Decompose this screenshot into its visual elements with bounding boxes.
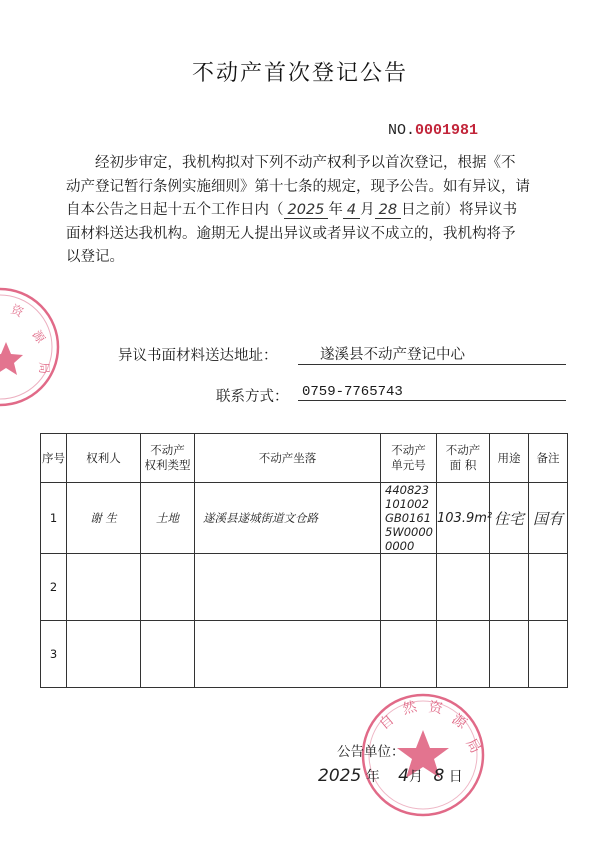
address-label: 异议书面材料送达地址： <box>118 348 278 364</box>
document-title: 不动产首次登记公告 <box>191 61 408 86</box>
header-unit-l2: 单元号 <box>391 458 426 472</box>
deadline-month: 4 <box>343 202 360 219</box>
deadline-year: 2025 <box>284 202 329 219</box>
notice-line-3b: 日之前）将异议书 <box>401 202 518 218</box>
table-row <box>41 483 568 554</box>
notice-line-3a: 自本公告之日起十五个工作日内（ <box>66 202 284 218</box>
publish-date <box>318 766 463 786</box>
empty-cell <box>529 554 568 621</box>
property-table <box>40 433 568 688</box>
notice-paragraph <box>66 152 566 270</box>
serial-number <box>388 122 478 139</box>
empty-cell <box>67 621 141 688</box>
empty-cell <box>141 554 195 621</box>
header-holder: 权利人 <box>67 434 141 483</box>
svg-text:局: 局 <box>462 736 484 757</box>
empty-cell <box>529 621 568 688</box>
empty-cell <box>490 621 529 688</box>
month-unit: 月 <box>360 202 375 218</box>
publish-day-unit: 日 <box>448 769 463 785</box>
phone-value: 0759-7765743 <box>298 384 566 401</box>
empty-cell <box>381 621 437 688</box>
empty-cell <box>490 554 529 621</box>
svg-text:资: 资 <box>8 302 26 320</box>
empty-cell <box>195 554 381 621</box>
table-row <box>41 621 568 688</box>
svg-text:然: 然 <box>400 698 419 718</box>
serial-prefix: NO. <box>388 122 416 139</box>
header-unit <box>381 434 437 483</box>
header-area-l2: 面 积 <box>449 458 477 472</box>
notice-line-3 <box>66 199 566 223</box>
row-right-type: 土地 <box>141 483 195 554</box>
header-area <box>437 434 490 483</box>
phone-label: 联系方式： <box>216 389 289 405</box>
header-use: 用途 <box>490 434 529 483</box>
serial-digits: 0001981 <box>415 122 479 139</box>
row-seq: 3 <box>41 621 67 688</box>
row-use: 住宅 <box>490 483 529 554</box>
row-location: 遂溪县遂城街道文仓路 <box>195 483 381 554</box>
svg-text:源: 源 <box>448 711 470 733</box>
deadline-day: 28 <box>375 202 401 219</box>
notice-line-2: 动产登记暂行条例实施细则》第十七条的规定，现予公告。如有异议，请 <box>66 178 530 195</box>
header-remark: 备注 <box>529 434 568 483</box>
row-area: 103.9m² <box>437 483 490 554</box>
notice-line-5: 以登记。 <box>66 249 124 265</box>
table-header-row <box>41 434 568 483</box>
year-unit: 年 <box>328 202 343 218</box>
svg-text:源: 源 <box>29 327 48 346</box>
svg-text:资: 资 <box>427 699 444 718</box>
empty-cell <box>141 621 195 688</box>
notice-line-1: 经初步审定，我机构拟对下列不动产权利予以首次登记，根据《不 <box>95 155 516 171</box>
row-unit-no: 440823101002GB01615W00000000 <box>381 483 437 554</box>
svg-text:自: 自 <box>376 711 398 734</box>
header-seq: 序号 <box>41 434 67 483</box>
table-row <box>41 554 568 621</box>
empty-cell <box>381 554 437 621</box>
address-value: 遂溪县不动产登记中心 <box>298 343 566 365</box>
row-holder: 谢 生 <box>67 483 141 554</box>
notice-line-4: 面材料送达我机构。逾期无人提出异议或者异议不成立的，我机构将予 <box>66 225 516 242</box>
empty-cell <box>437 621 490 688</box>
publisher-label: 公告单位： <box>337 744 405 760</box>
header-location: 不动产坐落 <box>195 434 381 483</box>
official-seal-left <box>0 282 62 412</box>
header-unit-l1: 不动产 <box>391 443 426 457</box>
header-right-type <box>141 434 195 483</box>
empty-cell <box>67 554 141 621</box>
svg-text:局: 局 <box>37 362 51 375</box>
publish-month-unit: 月 <box>409 769 423 785</box>
row-seq: 1 <box>41 483 67 554</box>
publish-month: 4 <box>398 766 409 786</box>
publish-year: 2025 <box>318 766 362 786</box>
header-area-l1: 不动产 <box>445 443 481 457</box>
header-right-type-l1: 不动产 <box>150 443 185 457</box>
header-right-type-l2: 权利类型 <box>144 458 191 472</box>
row-seq: 2 <box>41 554 67 621</box>
empty-cell <box>437 554 490 621</box>
publish-year-unit: 年 <box>365 769 380 785</box>
publish-day: 8 <box>433 766 445 786</box>
empty-cell <box>195 621 381 688</box>
row-remark: 国有 <box>529 483 568 554</box>
